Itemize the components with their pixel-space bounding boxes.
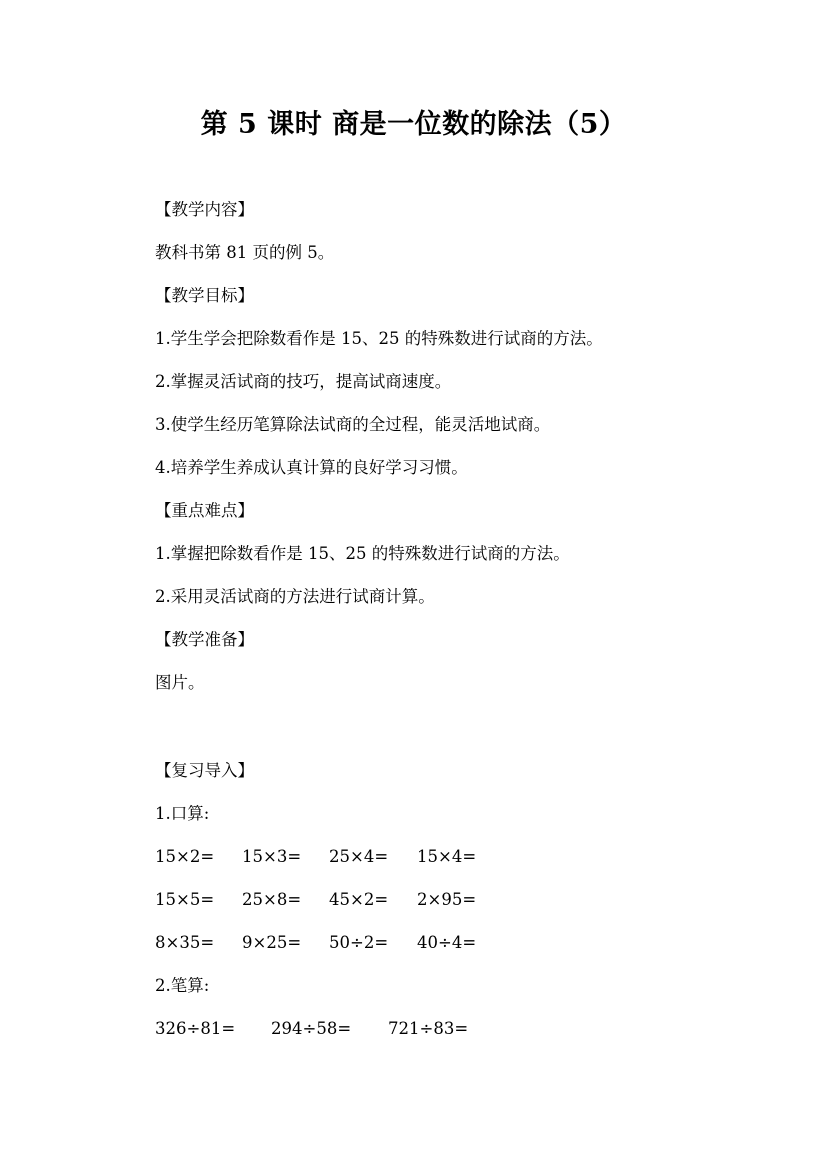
section-heading-goals: 【教学目标】 xyxy=(155,286,254,305)
page-title: 第 5 课时 商是一位数的除法（5） xyxy=(200,109,627,140)
oral-calc-row xyxy=(155,845,675,869)
math-expression: 8×35= xyxy=(155,933,215,952)
math-expression: 2×95= xyxy=(417,890,477,909)
section-heading-review: 【复习导入】 xyxy=(155,761,254,780)
written-calc-row xyxy=(155,1017,675,1041)
key-point-item: 1.掌握把除数看作是 15、25 的特殊数进行试商的方法。 xyxy=(155,544,570,563)
goal-item: 4.培养学生养成认真计算的良好学习习惯。 xyxy=(155,458,468,477)
math-expression: 25×8= xyxy=(242,890,302,909)
math-expression: 45×2= xyxy=(329,890,389,909)
written-calc-label: 2.笔算: xyxy=(155,976,210,995)
goal-item: 3.使学生经历笔算除法试商的全过程，能灵活地试商。 xyxy=(155,415,551,434)
math-expression: 50÷2= xyxy=(329,933,389,952)
math-expression: 721÷83= xyxy=(388,1019,469,1038)
key-point-item: 2.采用灵活试商的方法进行试商计算。 xyxy=(155,587,435,606)
math-expression: 15×4= xyxy=(417,847,477,866)
math-expression: 294÷58= xyxy=(271,1019,352,1038)
goal-item: 2.掌握灵活试商的技巧，提高试商速度。 xyxy=(155,372,452,391)
oral-calc-row xyxy=(155,931,675,955)
math-expression: 25×4= xyxy=(329,847,389,866)
math-expression: 15×5= xyxy=(155,890,215,909)
content-text: 教科书第 81 页的例 5。 xyxy=(155,243,335,262)
oral-calc-label: 1.口算: xyxy=(155,804,210,823)
section-heading-content: 【教学内容】 xyxy=(155,200,254,219)
oral-calc-row xyxy=(155,888,675,912)
math-expression: 15×2= xyxy=(155,847,215,866)
prep-text: 图片。 xyxy=(155,673,205,692)
math-expression: 40÷4= xyxy=(417,933,477,952)
section-heading-key-points: 【重点难点】 xyxy=(155,501,254,520)
math-expression: 15×3= xyxy=(242,847,302,866)
section-heading-prep: 【教学准备】 xyxy=(155,630,254,649)
math-expression: 9×25= xyxy=(242,933,302,952)
math-expression: 326÷81= xyxy=(155,1019,236,1038)
goal-item: 1.学生学会把除数看作是 15、25 的特殊数进行试商的方法。 xyxy=(155,329,603,348)
